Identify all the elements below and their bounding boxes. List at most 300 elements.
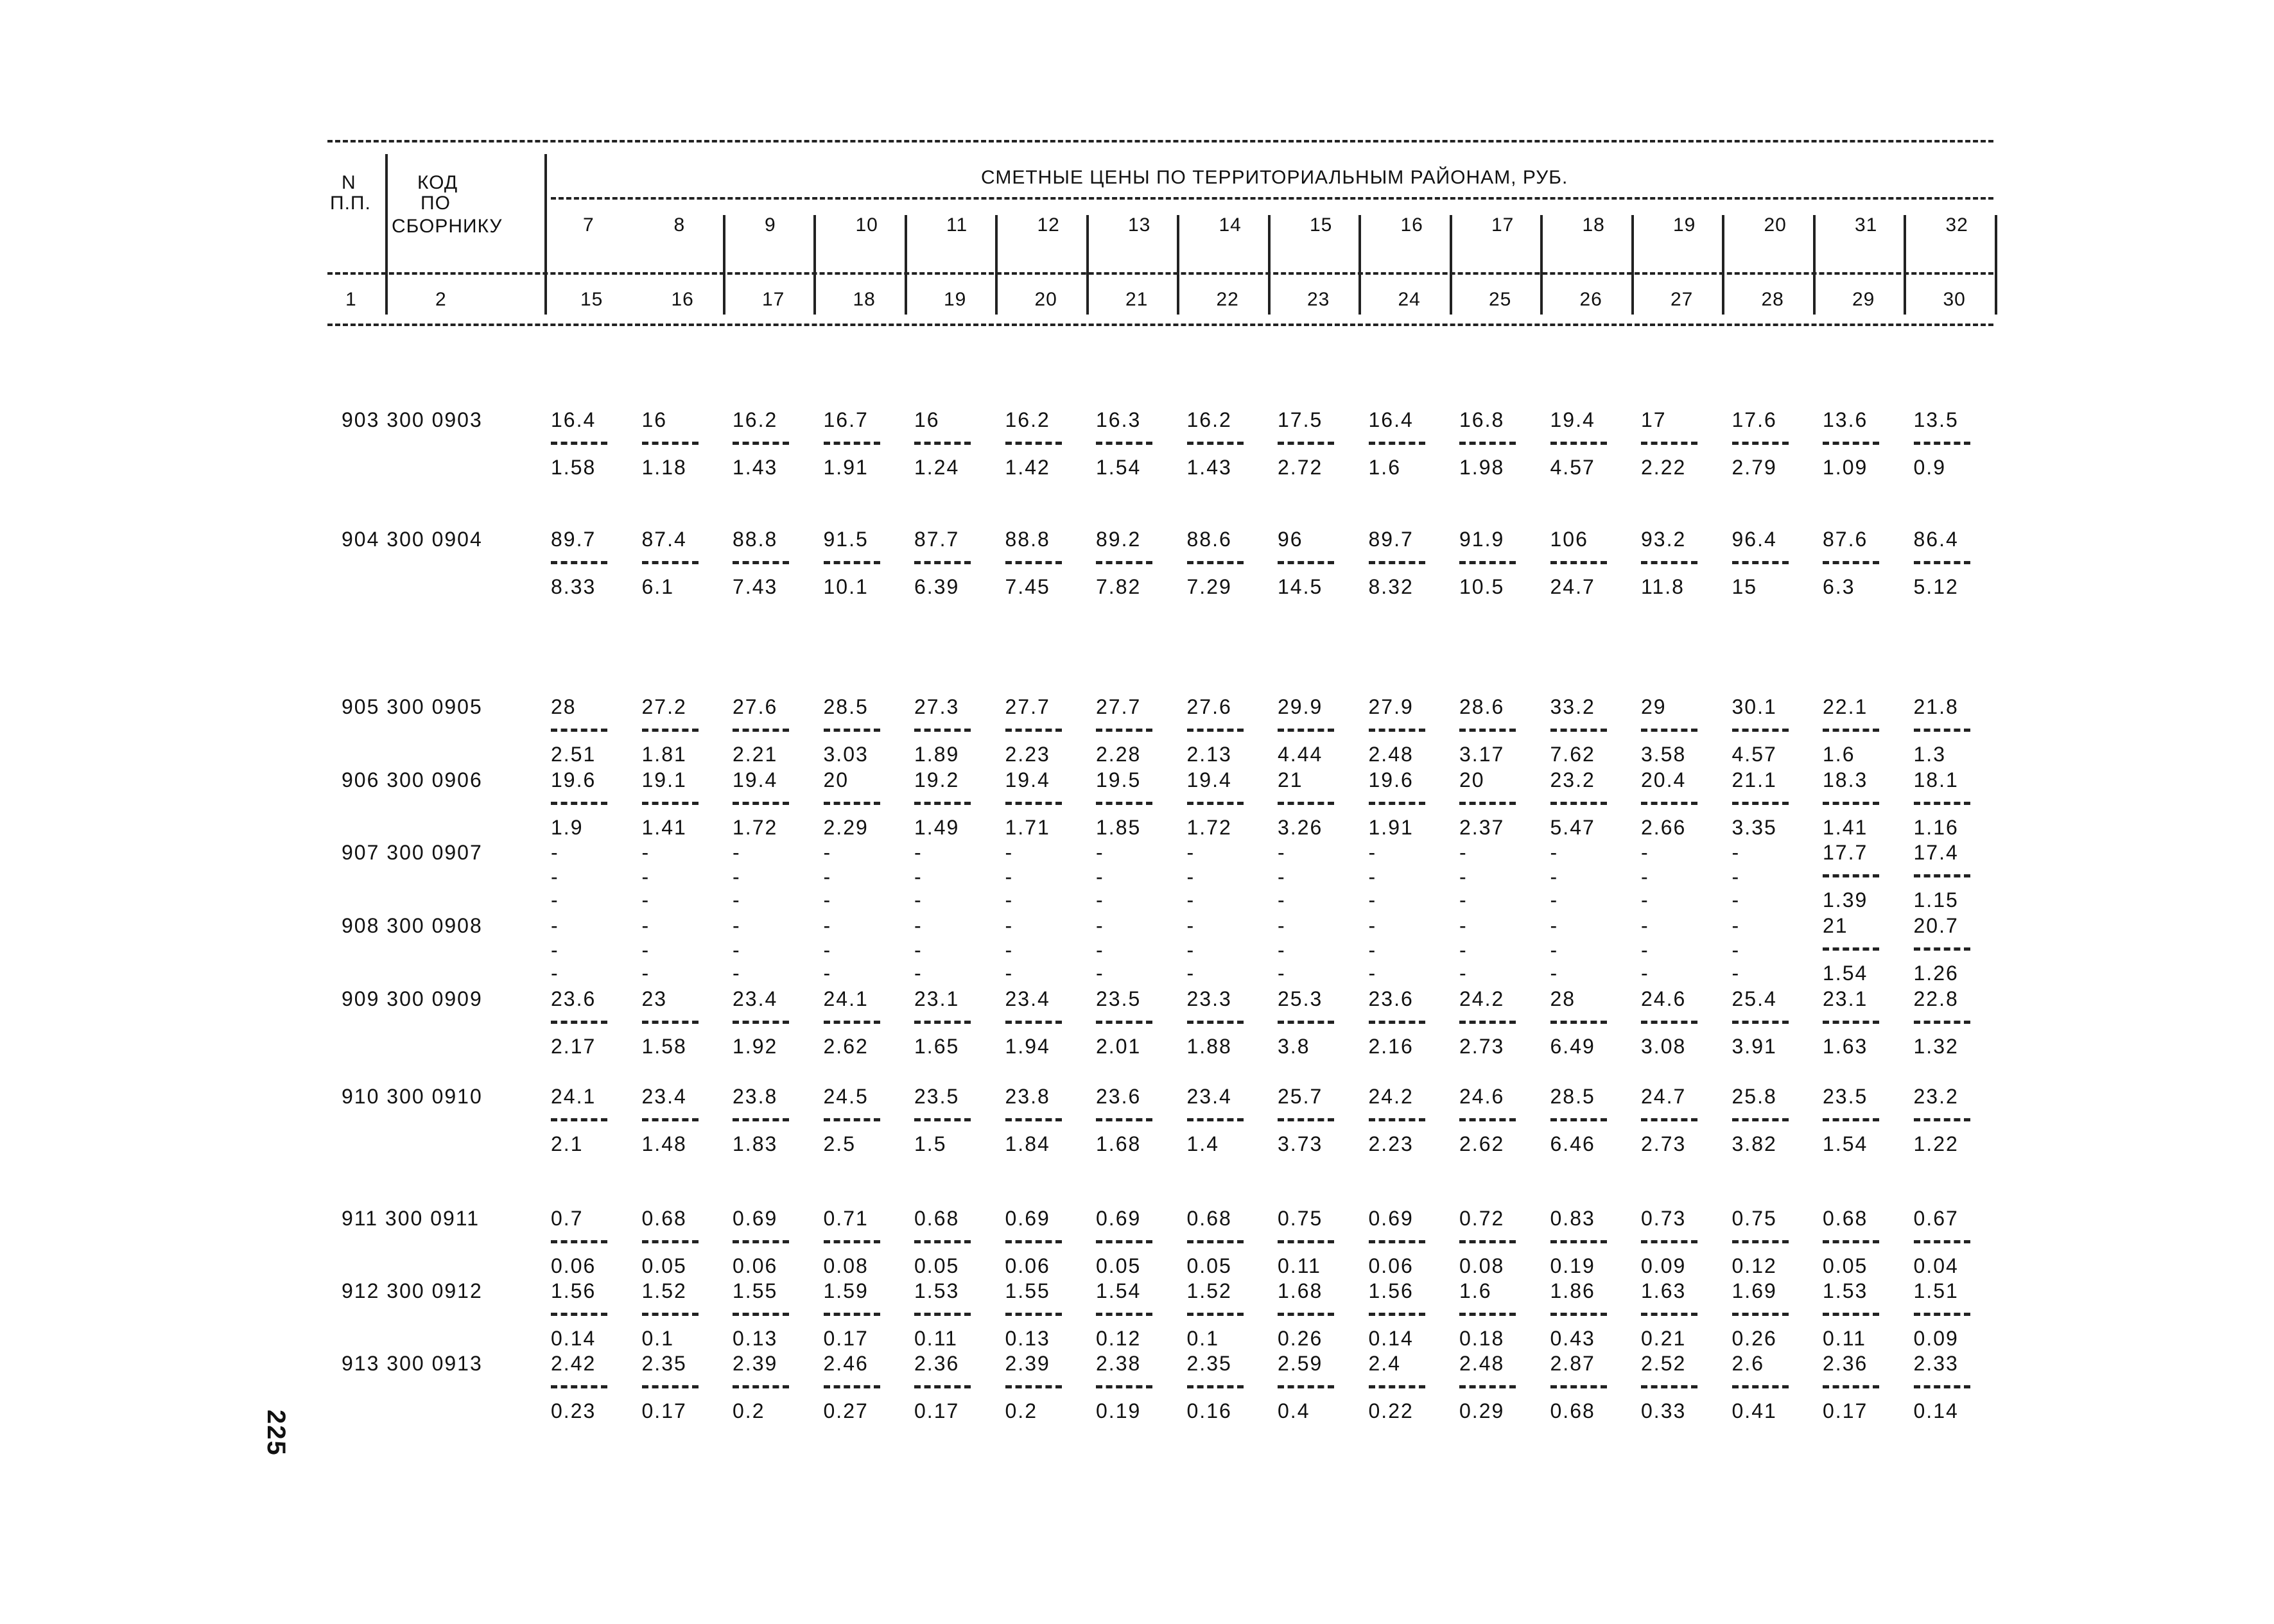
price-value: 91.9 <box>1459 528 1505 551</box>
fraction-bar <box>1823 802 1879 805</box>
row-code: 913 300 0913 <box>342 1352 483 1375</box>
fraction-bar <box>1732 1240 1789 1243</box>
fraction-bar <box>1278 802 1334 805</box>
header-divider <box>1450 215 1452 315</box>
fraction-bar <box>1732 729 1789 732</box>
header-divider <box>1904 215 1906 315</box>
price-value: 0.05 <box>1823 1254 1868 1277</box>
fraction-bar <box>1550 1313 1607 1316</box>
price-value: 1.6 <box>1823 743 1855 766</box>
price-value: 23.2 <box>1550 768 1595 791</box>
price-value: 1.41 <box>641 816 687 839</box>
price-value: 0.26 <box>1732 1327 1777 1350</box>
fraction-bar <box>1278 561 1334 564</box>
price-value: 3.26 <box>1278 816 1323 839</box>
price-value: 2.62 <box>823 1035 869 1058</box>
fraction-bar <box>1550 729 1607 732</box>
fraction-bar <box>642 1118 699 1121</box>
fraction-bar <box>1187 1118 1244 1121</box>
price-value: 0.12 <box>1096 1327 1141 1350</box>
price-value: 18.3 <box>1823 768 1868 791</box>
price-value: 2.35 <box>641 1352 687 1375</box>
price-value: 28.6 <box>1459 695 1505 718</box>
header-divider <box>1722 215 1724 315</box>
price-value: 0.1 <box>641 1327 674 1350</box>
price-value: 1.98 <box>1459 456 1505 479</box>
price-value: 0.69 <box>733 1207 778 1230</box>
price-value: 0.26 <box>1278 1327 1323 1350</box>
price-value: - <box>641 888 650 911</box>
price-value: - <box>551 865 559 888</box>
fraction-bar <box>1823 1118 1879 1121</box>
price-value: 2.48 <box>1368 743 1414 766</box>
fraction-bar <box>1005 1118 1062 1121</box>
price-value: 0.04 <box>1913 1254 1959 1277</box>
price-value: - <box>914 841 923 864</box>
price-value: 0.14 <box>551 1327 596 1350</box>
price-value: 24.2 <box>1459 987 1505 1010</box>
fraction-bar <box>1278 1118 1334 1121</box>
fraction-bar <box>824 802 880 805</box>
price-value: 0.11 <box>1823 1327 1866 1350</box>
price-value: - <box>914 888 923 911</box>
column-index: 25 <box>1489 289 1512 310</box>
price-value: 2.23 <box>1368 1132 1414 1155</box>
header-sub-rule <box>551 197 1993 200</box>
price-value: - <box>1550 938 1559 962</box>
price-value: 7.45 <box>1005 575 1050 598</box>
fraction-bar <box>1914 802 1970 805</box>
price-value: 1.86 <box>1550 1279 1595 1302</box>
price-value: - <box>1096 962 1104 985</box>
fraction-bar <box>551 561 607 564</box>
price-value: 19.5 <box>1096 768 1141 791</box>
price-value: 0.09 <box>1913 1327 1959 1350</box>
fraction-bar <box>642 1240 699 1243</box>
price-value: 8.32 <box>1368 575 1414 598</box>
fraction-bar <box>1914 874 1970 877</box>
price-value: 17 <box>1641 408 1667 431</box>
price-value: - <box>733 938 741 962</box>
fraction-bar <box>914 1118 971 1121</box>
region-number: 31 <box>1855 214 1878 236</box>
fraction-bar <box>1187 1385 1244 1388</box>
fraction-bar <box>1187 802 1244 805</box>
price-value: 24.7 <box>1550 575 1595 598</box>
price-value: - <box>641 938 650 962</box>
price-value: - <box>1278 914 1286 937</box>
fraction-bar <box>642 729 699 732</box>
fraction-bar <box>1641 1385 1697 1388</box>
fraction-bar <box>551 802 607 805</box>
price-value: 2.28 <box>1096 743 1141 766</box>
price-value: 3.03 <box>823 743 869 766</box>
fraction-bar <box>1550 442 1607 445</box>
col-code-label-1: КОД <box>417 172 458 193</box>
column-index: 17 <box>762 289 785 310</box>
price-value: 5.47 <box>1550 816 1595 839</box>
fraction-bar <box>642 1021 699 1024</box>
price-value: 0.43 <box>1550 1327 1595 1350</box>
fraction-bar <box>1550 802 1607 805</box>
price-value: 2.73 <box>1641 1132 1687 1155</box>
price-value: 23.5 <box>1823 1085 1868 1108</box>
price-value: - <box>1096 865 1104 888</box>
price-value: 0.69 <box>1005 1207 1050 1230</box>
price-value: 21 <box>1823 914 1848 937</box>
price-value: 1.55 <box>733 1279 778 1302</box>
price-value: - <box>1186 841 1195 864</box>
price-value: 6.39 <box>914 575 960 598</box>
price-value: 2.23 <box>1005 743 1050 766</box>
header-bottom-rule <box>327 324 1993 326</box>
price-value: 0.08 <box>1459 1254 1505 1277</box>
price-value: 23 <box>641 987 668 1010</box>
header-divider <box>1268 215 1271 315</box>
price-value: 19.6 <box>1368 768 1414 791</box>
column-index: 27 <box>1671 289 1694 310</box>
fraction-bar <box>1369 561 1425 564</box>
region-number: 10 <box>855 214 878 236</box>
price-value: 16.2 <box>1186 408 1232 431</box>
price-value: 1.51 <box>1913 1279 1959 1302</box>
fraction-bar <box>1005 1385 1062 1388</box>
price-value: - <box>914 938 923 962</box>
price-value: 16.2 <box>733 408 778 431</box>
price-value: 23.5 <box>914 1085 960 1108</box>
header-divider <box>813 215 816 315</box>
price-value: 1.5 <box>914 1132 947 1155</box>
price-value: 20 <box>1459 768 1485 791</box>
price-value: - <box>641 962 650 985</box>
price-value: 0.14 <box>1913 1399 1959 1422</box>
price-value: - <box>1641 865 1649 888</box>
header-divider <box>1995 215 1997 315</box>
price-value: - <box>1459 962 1468 985</box>
price-value: 1.85 <box>1096 816 1141 839</box>
price-value: - <box>1005 962 1014 985</box>
fraction-bar <box>1096 729 1152 732</box>
column-index: 15 <box>580 289 603 310</box>
price-value: 28.5 <box>823 695 869 718</box>
price-value: 23.5 <box>1096 987 1141 1010</box>
fraction-bar <box>1550 1240 1607 1243</box>
price-value: - <box>641 914 650 937</box>
price-value: 23.4 <box>1005 987 1050 1010</box>
price-value: - <box>1550 914 1559 937</box>
price-value: 0.2 <box>733 1399 765 1422</box>
price-value: 89.7 <box>1368 528 1414 551</box>
fraction-bar <box>1096 442 1152 445</box>
fraction-bar <box>1005 802 1062 805</box>
price-value: 20 <box>823 768 849 791</box>
price-value: 0.06 <box>1368 1254 1414 1277</box>
price-value: - <box>733 865 741 888</box>
price-value: 0.08 <box>823 1254 869 1277</box>
price-value: 24.1 <box>823 987 869 1010</box>
price-value: 91.5 <box>823 528 869 551</box>
price-value: 0.17 <box>641 1399 687 1422</box>
header-divider <box>723 215 725 315</box>
price-value: 28.5 <box>1550 1085 1595 1108</box>
price-value: - <box>1550 841 1559 864</box>
price-value: 0.06 <box>733 1254 778 1277</box>
fraction-bar <box>1369 1240 1425 1243</box>
price-value: - <box>1368 914 1377 937</box>
price-value: 27.7 <box>1005 695 1050 718</box>
region-number: 14 <box>1219 214 1242 236</box>
fraction-bar <box>551 442 607 445</box>
fraction-bar <box>1459 1021 1516 1024</box>
price-value: 3.58 <box>1641 743 1687 766</box>
price-value: 0.1 <box>1186 1327 1219 1350</box>
price-value: 2.66 <box>1641 816 1687 839</box>
region-number: 17 <box>1491 214 1515 236</box>
price-value: 27.6 <box>1186 695 1232 718</box>
price-value: 3.82 <box>1732 1132 1777 1155</box>
price-value: 3.08 <box>1641 1035 1687 1058</box>
price-value: - <box>1005 865 1014 888</box>
price-value: 2.17 <box>551 1035 596 1058</box>
price-value: 88.6 <box>1186 528 1232 551</box>
fraction-bar <box>1641 729 1697 732</box>
price-value: 0.9 <box>1913 456 1946 479</box>
column-index: 21 <box>1125 289 1149 310</box>
price-value: 0.22 <box>1368 1399 1414 1422</box>
price-value: 0.17 <box>1823 1399 1868 1422</box>
price-value: 29.9 <box>1278 695 1323 718</box>
price-value: 23.1 <box>1823 987 1868 1010</box>
price-value: 16 <box>641 408 668 431</box>
price-value: 1.68 <box>1278 1279 1323 1302</box>
fraction-bar <box>1369 1313 1425 1316</box>
region-number: 20 <box>1764 214 1787 236</box>
fraction-bar <box>1096 1118 1152 1121</box>
fraction-bar <box>1005 729 1062 732</box>
price-value: 0.75 <box>1278 1207 1323 1230</box>
price-value: 1.94 <box>1005 1035 1050 1058</box>
fraction-bar <box>1914 1385 1970 1388</box>
price-value: 21.1 <box>1732 768 1777 791</box>
price-value: 1.42 <box>1005 456 1050 479</box>
region-number: 16 <box>1400 214 1423 236</box>
header-top-rule <box>327 140 1993 143</box>
header-index-rule <box>327 272 1993 275</box>
price-value: 0.41 <box>1732 1399 1777 1422</box>
price-value: 0.13 <box>1005 1327 1050 1350</box>
fraction-bar <box>1641 561 1697 564</box>
column-index: 28 <box>1761 289 1784 310</box>
price-value: 1.4 <box>1186 1132 1219 1155</box>
fraction-bar <box>824 1385 880 1388</box>
column-index: 19 <box>944 289 967 310</box>
header-divider <box>1813 215 1816 315</box>
fraction-bar <box>1005 1240 1062 1243</box>
price-value: 4.44 <box>1278 743 1323 766</box>
price-value: 96.4 <box>1732 528 1777 551</box>
price-value: 23.4 <box>1186 1085 1232 1108</box>
price-value: 1.72 <box>1186 816 1232 839</box>
price-value: - <box>1186 914 1195 937</box>
fraction-bar <box>914 442 971 445</box>
fraction-bar <box>1278 1385 1334 1388</box>
price-value: - <box>733 888 741 911</box>
price-value: 17.6 <box>1732 408 1777 431</box>
header-divider <box>1086 215 1089 315</box>
price-value: - <box>1732 962 1740 985</box>
col-num-label-1: N <box>342 172 356 193</box>
price-value: 2.5 <box>823 1132 856 1155</box>
price-value: - <box>914 865 923 888</box>
price-value: 2.36 <box>914 1352 960 1375</box>
fraction-bar <box>1459 1118 1516 1121</box>
price-value: 27.7 <box>1096 695 1141 718</box>
price-value: 2.13 <box>1186 743 1232 766</box>
price-value: 14.5 <box>1278 575 1323 598</box>
price-value: 27.3 <box>914 695 960 718</box>
fraction-bar <box>1459 1385 1516 1388</box>
header-divider <box>905 215 907 315</box>
price-value: 0.21 <box>1641 1327 1687 1350</box>
fraction-bar <box>733 1021 789 1024</box>
header-divider <box>1631 215 1634 315</box>
price-value: 1.09 <box>1823 456 1868 479</box>
price-value: 1.15 <box>1913 888 1959 911</box>
fraction-bar <box>824 442 880 445</box>
price-value: 0.14 <box>1368 1327 1414 1350</box>
row-code: 912 300 0912 <box>342 1279 483 1302</box>
price-value: - <box>823 888 832 911</box>
fraction-bar <box>1096 1385 1152 1388</box>
price-value: 23.4 <box>733 987 778 1010</box>
fraction-bar <box>1005 561 1062 564</box>
price-value: 87.6 <box>1823 528 1868 551</box>
fraction-bar <box>1732 1313 1789 1316</box>
price-value: - <box>1368 865 1377 888</box>
fraction-bar <box>914 802 971 805</box>
price-value: - <box>1005 888 1014 911</box>
price-value: 3.17 <box>1459 743 1505 766</box>
fraction-bar <box>1732 1021 1789 1024</box>
price-value: - <box>914 962 923 985</box>
price-value: 1.83 <box>733 1132 778 1155</box>
price-value: 2.33 <box>1913 1352 1959 1375</box>
price-value: 1.52 <box>1186 1279 1232 1302</box>
fraction-bar <box>914 561 971 564</box>
row-code: 903 300 0903 <box>342 408 483 431</box>
price-value: 1.54 <box>1823 1132 1868 1155</box>
price-value: 1.56 <box>1368 1279 1414 1302</box>
price-value: 0.71 <box>823 1207 869 1230</box>
price-value: 2.52 <box>1641 1352 1687 1375</box>
price-value: 21.8 <box>1913 695 1959 718</box>
price-value: 23.4 <box>641 1085 687 1108</box>
price-value: - <box>1278 865 1286 888</box>
fraction-bar <box>642 1385 699 1388</box>
price-value: 2.4 <box>1368 1352 1401 1375</box>
price-value: 2.79 <box>1732 456 1777 479</box>
row-code: 907 300 0907 <box>342 841 483 864</box>
price-value: 1.89 <box>914 743 960 766</box>
price-value: 0.33 <box>1641 1399 1687 1422</box>
price-value: 3.35 <box>1732 816 1777 839</box>
fraction-bar <box>1096 1021 1152 1024</box>
price-value: 0.11 <box>914 1327 958 1350</box>
fraction-bar <box>1823 442 1879 445</box>
price-value: 0.12 <box>1732 1254 1777 1277</box>
price-value: 24.2 <box>1368 1085 1414 1108</box>
price-value: 23.1 <box>914 987 960 1010</box>
price-value: 16.2 <box>1005 408 1050 431</box>
price-value: 16.4 <box>551 408 596 431</box>
price-value: 2.87 <box>1550 1352 1595 1375</box>
price-value: 16.8 <box>1459 408 1505 431</box>
fraction-bar <box>1005 442 1062 445</box>
price-value: - <box>1732 841 1740 864</box>
fraction-bar <box>642 442 699 445</box>
price-value: 1.84 <box>1005 1132 1050 1155</box>
price-value: 7.62 <box>1550 743 1595 766</box>
fraction-bar <box>642 1313 699 1316</box>
fraction-bar <box>1641 1118 1697 1121</box>
price-value: - <box>1005 938 1014 962</box>
price-value: - <box>1278 888 1286 911</box>
price-value: 96 <box>1278 528 1303 551</box>
fraction-bar <box>733 442 789 445</box>
price-value: 25.3 <box>1278 987 1323 1010</box>
price-value: 0.06 <box>551 1254 596 1277</box>
col-index-code: 2 <box>435 289 447 310</box>
price-value: 1.71 <box>1005 816 1050 839</box>
price-value: 1.56 <box>551 1279 596 1302</box>
price-value: 7.82 <box>1096 575 1141 598</box>
price-value: - <box>1641 914 1649 937</box>
price-value: 22.8 <box>1913 987 1959 1010</box>
fraction-bar <box>1732 442 1789 445</box>
price-value: 0.75 <box>1732 1207 1777 1230</box>
region-number: 15 <box>1310 214 1333 236</box>
price-value: 23.8 <box>733 1085 778 1108</box>
price-value: 89.2 <box>1096 528 1141 551</box>
price-value: - <box>1186 888 1195 911</box>
price-value: 106 <box>1550 528 1588 551</box>
price-value: 17.5 <box>1278 408 1323 431</box>
price-value: 11.8 <box>1641 575 1685 598</box>
price-value: 25.7 <box>1278 1085 1323 1108</box>
fraction-bar <box>1369 729 1425 732</box>
price-value: - <box>1459 841 1468 864</box>
price-value: - <box>551 938 559 962</box>
fraction-bar <box>1187 442 1244 445</box>
price-value: 5.12 <box>1913 575 1959 598</box>
region-number: 18 <box>1582 214 1605 236</box>
price-value: - <box>823 914 832 937</box>
price-value: - <box>823 841 832 864</box>
price-value: 13.6 <box>1823 408 1868 431</box>
row-code: 905 300 0905 <box>342 695 483 718</box>
row-code: 911 300 0911 <box>342 1207 480 1230</box>
fraction-bar <box>1732 1385 1789 1388</box>
price-value: - <box>1732 914 1740 937</box>
price-value: 20.7 <box>1913 914 1959 937</box>
fraction-bar <box>1641 1021 1697 1024</box>
fraction-bar <box>733 561 789 564</box>
price-value: - <box>1186 865 1195 888</box>
price-value: - <box>1096 914 1104 937</box>
price-value: 2.38 <box>1096 1352 1141 1375</box>
price-value: 1.54 <box>1096 1279 1141 1302</box>
price-value: 3.73 <box>1278 1132 1323 1155</box>
